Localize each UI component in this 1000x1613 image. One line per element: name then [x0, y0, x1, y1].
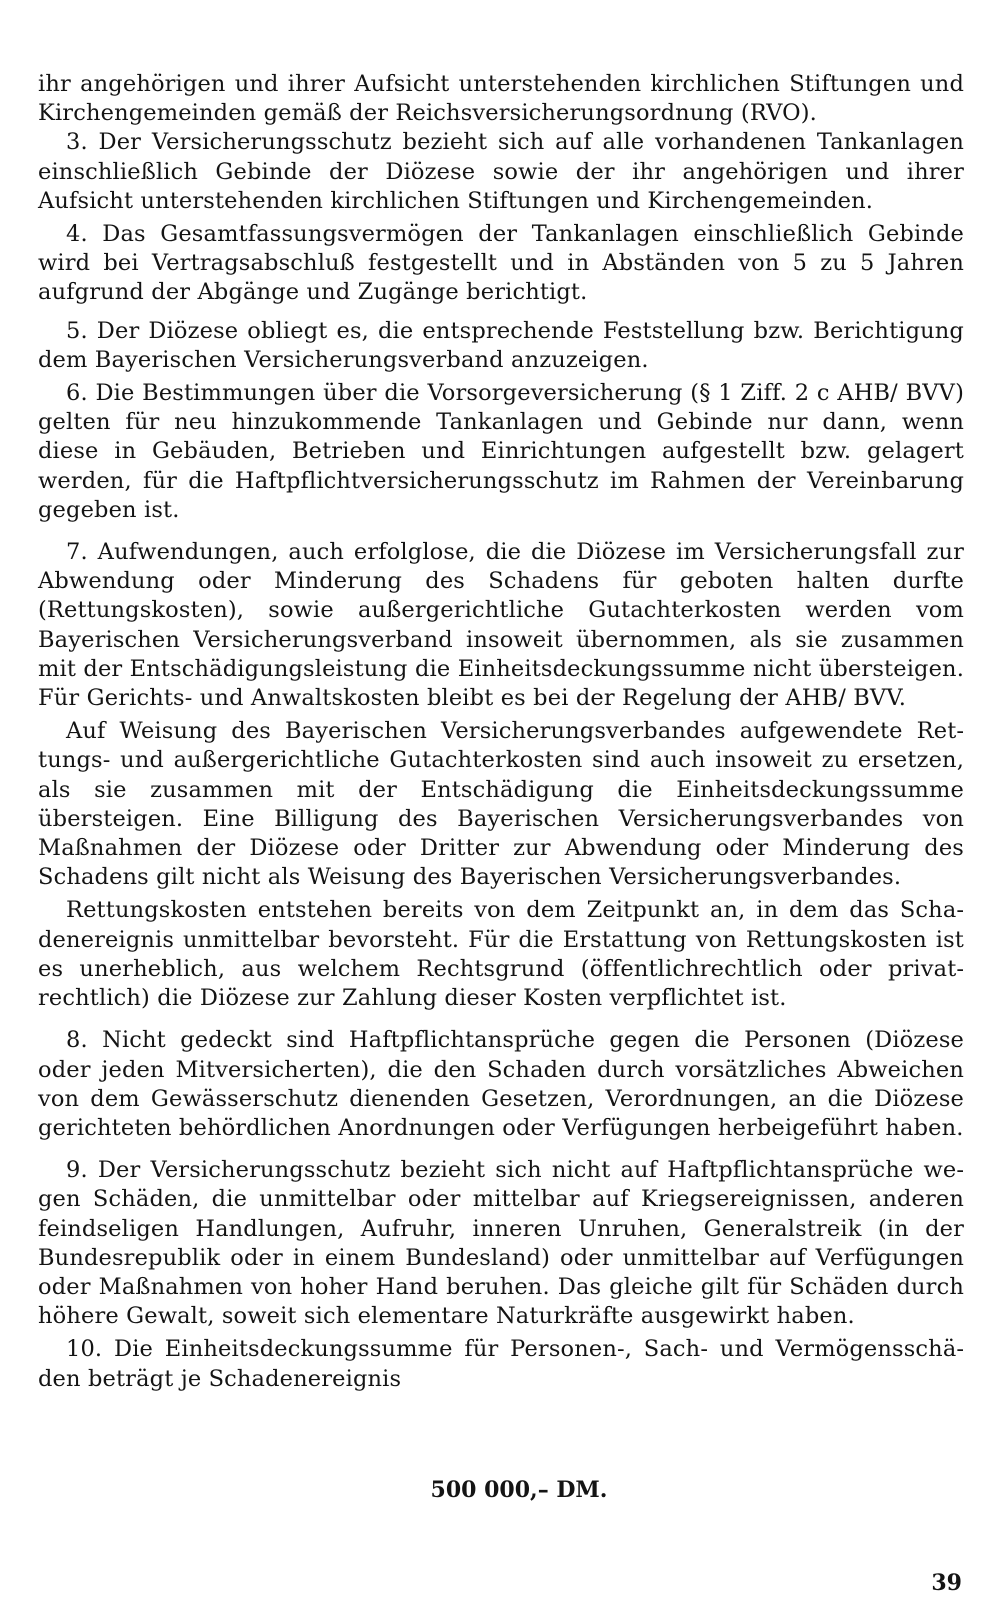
- paragraph-5-reporting-duty: 5. Der Diözese obliegt es, die entsprechende Feststellung bzw. Berichtigung dem Bayerischen Versicherungsverband anzuzeigen.: [38, 317, 964, 373]
- paragraph-6-provisional-insurance: 6. Die Bestimmungen über die Vorsorgeversicherung (§ 1 Ziff. 2 c AHB/ BVV) gelten für neu hinzukommende Tankanlagen und Gebinde nur dann, wenn diese in Gebäuden, Betrieben und Einrichtungen aufgestellt bzw. gelagert werden, für die Haftpflichtversicherungsschutz im Rahmen der Vereinbarung gegeben ist.: [38, 380, 964, 523]
- paragraph-3-tank-installations: 3. Der Versicherungsschutz bezieht sich auf alle vorhandenen Tankanlagen einschließlich Gebinde der Diözese sowie der ihr angehörigen und ihrer Aufsicht unterstehenden kirchlichen Stiftungen und Kirchengemeinden.: [38, 129, 964, 214]
- page-number: 39: [931, 1570, 962, 1596]
- paragraph-10-coverage-sum: 10. Die Einheitsdeckungssumme für Personen-, Sach- und Vermögensschäden beträgt je Schadenereignis: [38, 1336, 964, 1392]
- paragraph-4-total-capacity: 4. Das Gesamtfassungsvermögen der Tankanlagen einschließlich Gebinde wird bei Vertragsabschluß festgestellt und in Abständen von 5 zu 5 Jahren aufgrund der Abgänge und Zugänge berichtigt.: [38, 221, 964, 306]
- coverage-amount: [0, 1477, 1000, 1503]
- paragraph-7-rescue-costs: Rettungskosten entstehen bereits von dem Zeitpunkt an, in dem das Schadenereignis unmittelbar bevorsteht. Für die Erstattung von Rettungskosten ist es unerheblich, aus welchem Rechtsgrund (öffentlichrechtlich oder privatrechtlich) die Diözese zur Zahlung dieser Kosten verpflichtet ist.: [38, 897, 964, 1012]
- paragraph-9-war-exclusion: 9. Der Versicherungsschutz bezieht sich nicht auf Haftpflichtansprüche wegen Schäden, die unmittelbar oder mittelbar auf Kriegsereignissen, anderen feindseligen Handlungen, Aufruhr, inneren Unruhen, Generalstreik (in der Bundesrepublik oder in einem Bundesland) oder unmittelbar auf Verfügungen oder Maßnahmen von hoher Hand beruhen. Das gleiche gilt für Schäden durch höhere Gewalt, soweit sich elementare Naturkräfte ausgewirkt haben.: [38, 1157, 964, 1330]
- paragraph-7-instruction: Auf Weisung des Bayerischen Versicherungsverbandes aufgewendete Rettungs- und außergerichtliche Gutachterkosten sind auch insoweit zu ersetzen, als sie zusammen mit der Entschädigung die Einheitsdeckungssumme übersteigen. Eine Billigung des Bayerischen Versicherungsverbandes von Maßnahmen der Diözese oder Dritter zur Abwendung oder Minderung des Schadens gilt nicht als Weisung des Bayerischen Versicherungsverbandes.: [38, 718, 964, 891]
- paragraph-rvo-continuation: ihr angehörigen und ihrer Aufsicht unterstehenden kirchlichen Stiftungen und Kirchengemeinden gemäß der Reichsversicherungsordnung (RVO).: [38, 71, 964, 127]
- document-body: [38, 70, 964, 1394]
- coverage-amount-value: 500 000,– DM.: [430, 1477, 608, 1503]
- paragraph-7-expenses: 7. Aufwendungen, auch erfolglose, die die Diözese im Versicherungsfall zur Abwendung oder Minderung des Schadens für geboten halten durfte (Rettungskosten), sowie außergerichtliche Gutachterkosten werden vom Bayerischen Versicherungsverband insoweit übernommen, als sie zusammen mit der Entschädigungsleistung die Einheitsdeckungssumme nicht übersteigen. Für Gerichts- und Anwaltskosten bleibt es bei der Regelung der AHB/ BVV.: [38, 539, 964, 712]
- paragraph-8-exclusions: 8. Nicht gedeckt sind Haftpflichtansprüche gegen die Personen (Diözese oder jeden Mitversicherten), die den Schaden durch vorsätzliches Abweichen von dem Gewässerschutz dienenden Gesetzen, Verordnungen, an die Diözese gerichteten behördlichen Anordnungen oder Verfügungen herbeigeführt haben.: [38, 1027, 964, 1141]
